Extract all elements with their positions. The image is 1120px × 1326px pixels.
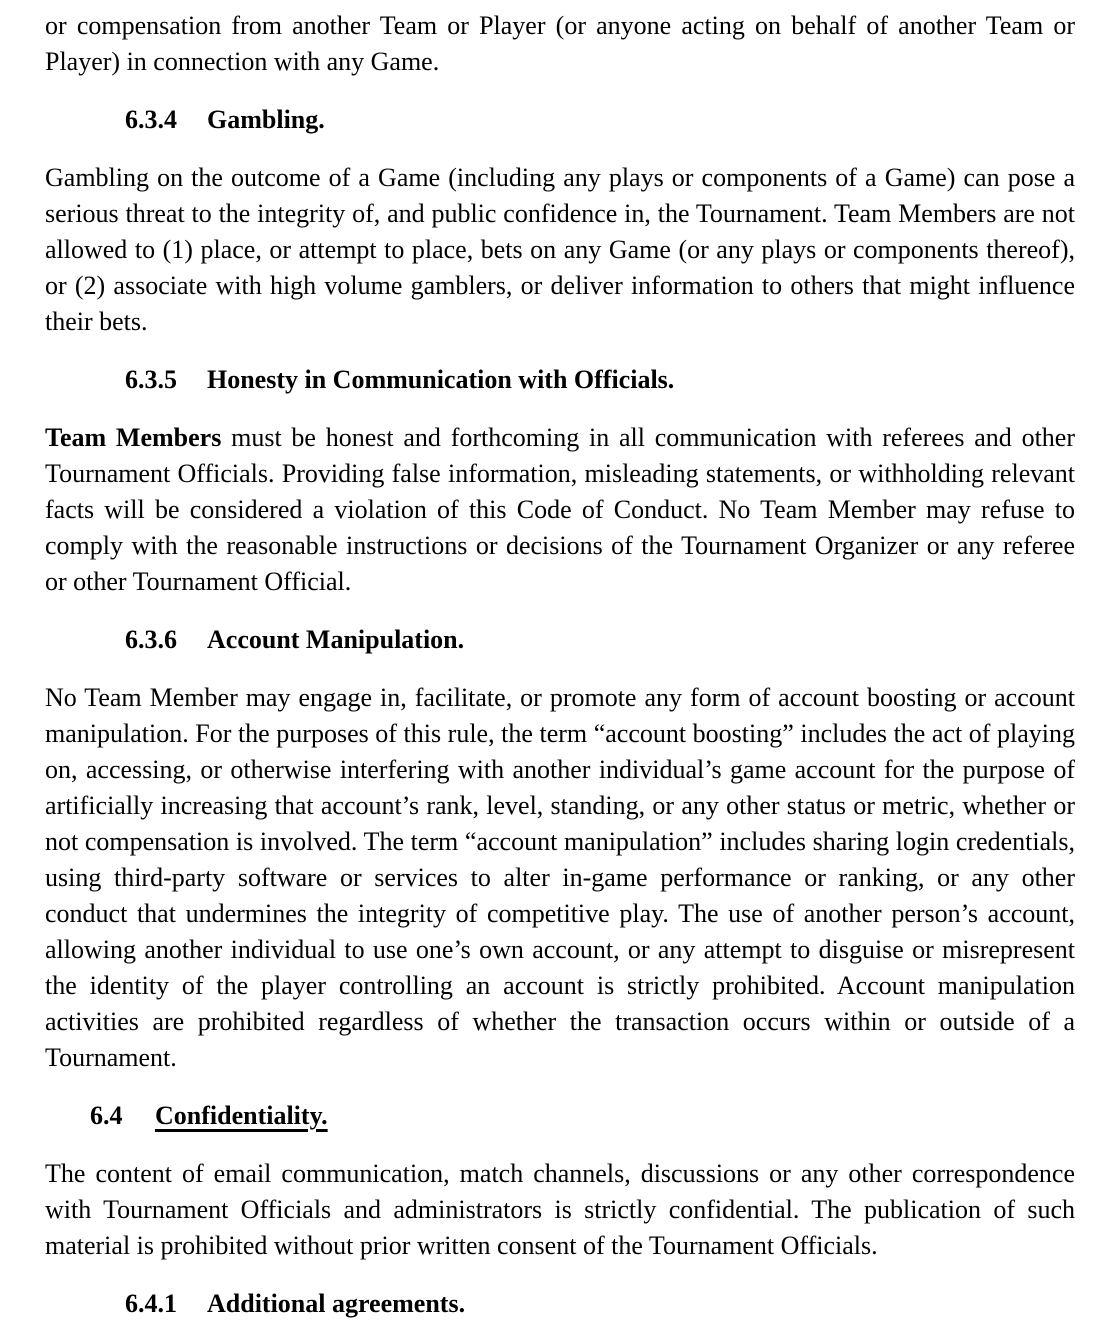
heading-title: Gambling. bbox=[207, 105, 325, 134]
heading-6-4 bbox=[90, 1098, 1075, 1134]
heading-number: 6.3.5 bbox=[125, 365, 177, 394]
heading-number: 6.4 bbox=[90, 1101, 123, 1130]
heading-title: Confidentiality. bbox=[155, 1101, 328, 1130]
heading-number: 6.3.6 bbox=[125, 625, 177, 654]
body-paragraph bbox=[45, 1156, 1075, 1264]
heading-6-3-5 bbox=[125, 362, 1075, 398]
heading-title: Account Manipulation. bbox=[207, 625, 465, 654]
text-run: must be honest and forthcoming in all communication with referees and other Tournament Officials. Providing false information, misleading statements, or withholding relevant facts will be considered a violation of this Code of Conduct. No Team Member may refuse to comply with the reasonable instructions or decisions of the Tournament Organizer or any referee or other Tournament Official. bbox=[45, 423, 1075, 596]
text-run: Gambling on the outcome of a Game (including any plays or components of a Game) can pose a serious threat to the integrity of, and public confidence in, the Tournament. Team Members are not allowed to (1) place, or attempt to place, bets on any Game (or any plays or components thereof), or (2) associate with high volume gamblers, or deliver information to others that might influence their bets. bbox=[45, 163, 1075, 336]
heading-6-3-6 bbox=[125, 622, 1075, 658]
heading-6-3-4 bbox=[125, 102, 1075, 138]
body-paragraph bbox=[45, 160, 1075, 340]
bold-text-run: Team Members bbox=[45, 423, 222, 452]
text-run: The content of email communication, match channels, discussions or any other correspondence with Tournament Officials and administrators is strictly confidential. The publication of such material is prohibited without prior written consent of the Tournament Officials. bbox=[45, 1159, 1075, 1260]
heading-title: Honesty in Communication with Officials. bbox=[207, 365, 675, 394]
heading-6-4-1 bbox=[125, 1286, 1075, 1322]
body-paragraph bbox=[45, 420, 1075, 600]
text-run: No Team Member may engage in, facilitate, or promote any form of account boosting or account manipulation. For the purposes of this rule, the term “account boosting” includes the act of playing on, accessing, or otherwise interfering with another individual’s game account for the purpose of artificially increasing that account’s rank, level, standing, or any other status or metric, whether or not compensation is involved. The term “account manipulation” includes sharing login credentials, using third-party software or services to alter in-game performance or ranking, or any other conduct that undermines the integrity of competitive play. The use of another person’s account, allowing another individual to use one’s own account, or any attempt to disguise or misrepresent the identity of the player controlling an account is strictly prohibited. Account manipulation activities are prohibited regardless of whether the transaction occurs within or outside of a Tournament. bbox=[45, 683, 1075, 1072]
heading-title: Additional agreements. bbox=[207, 1289, 466, 1318]
heading-number: 6.3.4 bbox=[125, 105, 177, 134]
body-paragraph bbox=[45, 8, 1075, 80]
document-content bbox=[45, 8, 1075, 1322]
heading-number: 6.4.1 bbox=[125, 1289, 177, 1318]
text-run: or compensation from another Team or Player (or anyone acting on behalf of another Team or Player) in connection with any Game. bbox=[45, 11, 1075, 76]
body-paragraph bbox=[45, 680, 1075, 1076]
